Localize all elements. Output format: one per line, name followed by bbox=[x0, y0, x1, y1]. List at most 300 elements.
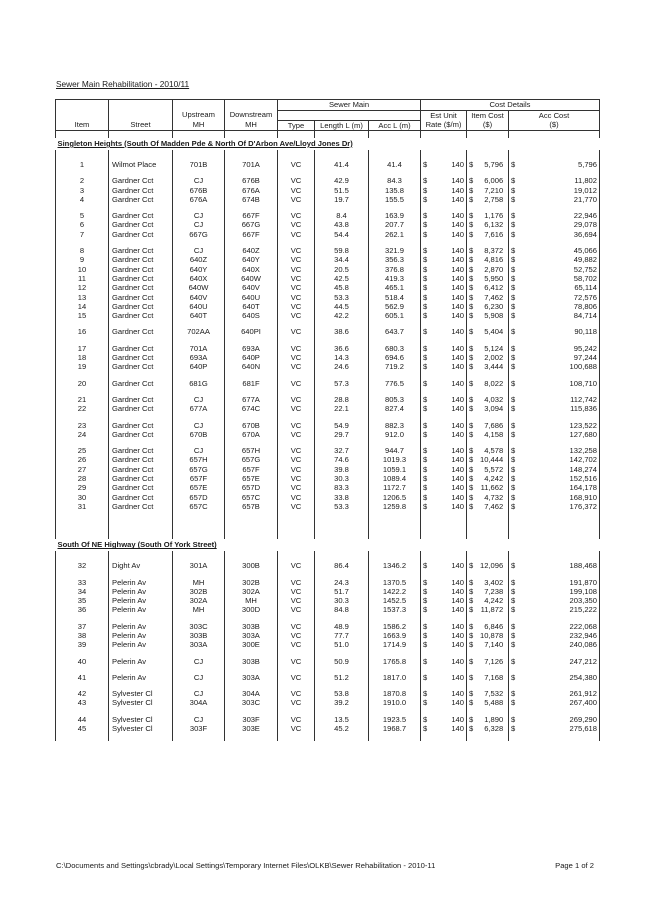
spacer-cell bbox=[278, 150, 315, 160]
money-value bbox=[511, 395, 597, 404]
currency-symbol: $ bbox=[511, 586, 516, 596]
cell-downstream-mh: 640W bbox=[225, 274, 278, 283]
table-row bbox=[56, 421, 600, 430]
cell-pipe-type: VC bbox=[278, 446, 315, 455]
cell-length: 53.3 bbox=[315, 502, 369, 511]
spacer-cell bbox=[173, 551, 225, 561]
cell-item-number: 23 bbox=[56, 421, 109, 430]
cell-length: 50.9 bbox=[315, 657, 369, 666]
money-value bbox=[511, 446, 597, 455]
money-value bbox=[511, 673, 597, 682]
money-value bbox=[469, 362, 506, 371]
currency-symbol: $ bbox=[423, 605, 428, 615]
spacer-cell bbox=[369, 525, 421, 539]
spacer-cell bbox=[509, 204, 600, 211]
currency-symbol: $ bbox=[469, 605, 474, 615]
table-row bbox=[56, 327, 600, 336]
money-value bbox=[511, 195, 597, 204]
amount: 5,796 bbox=[577, 160, 597, 169]
cell-unit-rate bbox=[421, 493, 467, 502]
cell-pipe-type: VC bbox=[278, 715, 315, 724]
amount: 6,328 bbox=[484, 724, 504, 734]
cell-street-name: Gardner Cct bbox=[109, 483, 173, 492]
cell-acc-length: 1923.5 bbox=[369, 715, 421, 724]
currency-symbol: $ bbox=[469, 455, 474, 465]
cell-item-number: 9 bbox=[56, 255, 109, 264]
spacer-cell bbox=[56, 708, 109, 715]
amount: 140 bbox=[451, 672, 464, 682]
spacer-cell bbox=[315, 372, 369, 379]
currency-symbol: $ bbox=[423, 483, 428, 493]
currency-symbol: $ bbox=[511, 378, 516, 388]
spacer-cell bbox=[225, 650, 278, 657]
cell-upstream-mh: 670B bbox=[173, 430, 225, 439]
spacer-cell bbox=[315, 204, 369, 211]
currency-symbol: $ bbox=[511, 301, 516, 311]
spacer-cell bbox=[509, 733, 600, 741]
amount: 4,032 bbox=[484, 394, 504, 404]
cell-acc-length: 912.0 bbox=[369, 430, 421, 439]
cell-length: 86.4 bbox=[315, 561, 369, 570]
money-value bbox=[423, 631, 464, 640]
cell-item-number: 13 bbox=[56, 293, 109, 302]
spacer-cell bbox=[56, 337, 109, 344]
cell-downstream-mh: 676B bbox=[225, 176, 278, 185]
money-value bbox=[469, 404, 506, 413]
cell-length: 22.1 bbox=[315, 404, 369, 413]
cell-upstream-mh: 302A bbox=[173, 596, 225, 605]
cell-acc-cost bbox=[509, 724, 600, 733]
table-row bbox=[56, 362, 600, 371]
cell-upstream-mh: 676B bbox=[173, 186, 225, 195]
spacer-cell bbox=[56, 733, 109, 741]
cell-length: 77.7 bbox=[315, 631, 369, 640]
cell-pipe-type: VC bbox=[278, 455, 315, 464]
spacer-cell bbox=[467, 169, 509, 176]
amount: 188,468 bbox=[569, 561, 597, 571]
money-value bbox=[511, 502, 597, 511]
spacer-cell bbox=[421, 525, 467, 539]
money-value bbox=[423, 283, 464, 292]
cell-unit-rate bbox=[421, 176, 467, 185]
amount: 29,078 bbox=[573, 220, 597, 230]
amount: 191,870 bbox=[569, 577, 597, 587]
currency-symbol: $ bbox=[423, 394, 428, 404]
amount: 2,758 bbox=[484, 194, 504, 204]
amount: 7,210 bbox=[484, 185, 504, 195]
amount: 140 bbox=[451, 698, 464, 708]
amount: 140 bbox=[451, 220, 464, 230]
cell-acc-length: 262.1 bbox=[369, 230, 421, 239]
money-value bbox=[511, 302, 597, 311]
cell-pipe-type: VC bbox=[278, 246, 315, 255]
cell-upstream-mh: 301A bbox=[173, 561, 225, 570]
table-row bbox=[56, 246, 600, 255]
cell-length: 51.5 bbox=[315, 186, 369, 195]
cell-length: 74.6 bbox=[315, 455, 369, 464]
currency-symbol: $ bbox=[469, 561, 474, 571]
table-row bbox=[56, 715, 600, 724]
amount: 5,572 bbox=[484, 464, 504, 474]
cell-length: 38.6 bbox=[315, 327, 369, 336]
cell-street-name: Gardner Cct bbox=[109, 220, 173, 229]
cell-acc-cost bbox=[509, 265, 600, 274]
cell-item-cost bbox=[467, 622, 509, 631]
cell-pipe-type: VC bbox=[278, 293, 315, 302]
currency-symbol: $ bbox=[511, 429, 516, 439]
spacer-cell bbox=[467, 708, 509, 715]
currency-symbol: $ bbox=[423, 501, 428, 511]
spacer-cell bbox=[421, 239, 467, 246]
currency-symbol: $ bbox=[469, 353, 474, 363]
amount: 140 bbox=[451, 724, 464, 734]
cell-street-name: Gardner Cct bbox=[109, 302, 173, 311]
cell-downstream-mh: 303B bbox=[225, 622, 278, 631]
cell-acc-length: 1714.9 bbox=[369, 640, 421, 649]
spacer-cell bbox=[225, 511, 278, 525]
cell-item-cost bbox=[467, 362, 509, 371]
currency-symbol: $ bbox=[511, 640, 516, 650]
spacer-cell bbox=[509, 239, 600, 246]
spacer-cell bbox=[56, 511, 109, 525]
currency-symbol: $ bbox=[511, 621, 516, 631]
cell-item-number: 36 bbox=[56, 605, 109, 614]
spacer-row bbox=[56, 372, 600, 379]
spacer-cell bbox=[467, 650, 509, 657]
cell-acc-cost bbox=[509, 502, 600, 511]
table-row bbox=[56, 176, 600, 185]
cell-downstream-mh: 300E bbox=[225, 640, 278, 649]
currency-symbol: $ bbox=[423, 429, 428, 439]
cell-upstream-mh: 681G bbox=[173, 379, 225, 388]
currency-symbol: $ bbox=[469, 327, 474, 337]
cell-acc-length: 1910.0 bbox=[369, 698, 421, 707]
spacer-cell bbox=[173, 388, 225, 395]
header-upstream-line1: Upstream bbox=[173, 110, 225, 120]
cell-upstream-mh: 657D bbox=[173, 493, 225, 502]
cell-item-number: 31 bbox=[56, 502, 109, 511]
spacer-cell bbox=[369, 320, 421, 327]
currency-symbol: $ bbox=[423, 176, 428, 186]
spacer-cell bbox=[278, 571, 315, 578]
cell-unit-rate bbox=[421, 246, 467, 255]
amount: 140 bbox=[451, 176, 464, 186]
spacer-cell bbox=[173, 169, 225, 176]
cell-length: 30.3 bbox=[315, 474, 369, 483]
amount: 140 bbox=[451, 229, 464, 239]
spacer-cell bbox=[421, 682, 467, 689]
amount: 112,742 bbox=[570, 394, 597, 404]
amount: 140 bbox=[451, 194, 464, 204]
table-row bbox=[56, 311, 600, 320]
money-value bbox=[511, 421, 597, 430]
spacer-cell bbox=[315, 388, 369, 395]
cell-length: 36.6 bbox=[315, 344, 369, 353]
cell-item-number: 45 bbox=[56, 724, 109, 733]
money-value bbox=[511, 327, 597, 336]
spacer-cell bbox=[173, 439, 225, 446]
cell-upstream-mh: CJ bbox=[173, 211, 225, 220]
cell-item-number: 6 bbox=[56, 220, 109, 229]
amount: 6,006 bbox=[484, 176, 504, 186]
spacer-cell bbox=[315, 615, 369, 622]
cell-item-cost bbox=[467, 689, 509, 698]
amount: 222,068 bbox=[569, 621, 597, 631]
spacer-row bbox=[56, 414, 600, 421]
amount: 140 bbox=[451, 404, 464, 414]
money-value bbox=[423, 502, 464, 511]
cell-acc-length: 694.6 bbox=[369, 353, 421, 362]
money-value bbox=[511, 578, 597, 587]
currency-symbol: $ bbox=[469, 656, 474, 666]
amount: 108,710 bbox=[569, 378, 597, 388]
currency-symbol: $ bbox=[423, 446, 428, 456]
cell-length: 45.2 bbox=[315, 724, 369, 733]
cell-pipe-type: VC bbox=[278, 689, 315, 698]
currency-symbol: $ bbox=[423, 640, 428, 650]
cell-length: 33.8 bbox=[315, 493, 369, 502]
cell-pipe-type: VC bbox=[278, 502, 315, 511]
spacer-cell bbox=[369, 150, 421, 160]
money-value bbox=[511, 160, 597, 169]
cell-upstream-mh: 640Z bbox=[173, 255, 225, 264]
cell-unit-rate bbox=[421, 673, 467, 682]
spacer-cell bbox=[509, 571, 600, 578]
money-value bbox=[423, 160, 464, 169]
money-value bbox=[469, 195, 506, 204]
money-value bbox=[469, 474, 506, 483]
cell-acc-cost bbox=[509, 379, 600, 388]
spacer-cell bbox=[467, 682, 509, 689]
amount: 140 bbox=[451, 283, 464, 293]
currency-symbol: $ bbox=[423, 362, 428, 372]
currency-symbol: $ bbox=[511, 596, 516, 606]
currency-symbol: $ bbox=[423, 283, 428, 293]
money-value bbox=[469, 483, 506, 492]
cell-upstream-mh: 640V bbox=[173, 293, 225, 302]
table-row bbox=[56, 283, 600, 292]
currency-symbol: $ bbox=[511, 464, 516, 474]
amount: 45,066 bbox=[573, 246, 597, 256]
cell-item-number: 43 bbox=[56, 698, 109, 707]
spacer-row bbox=[56, 650, 600, 657]
currency-symbol: $ bbox=[469, 577, 474, 587]
money-value bbox=[423, 186, 464, 195]
money-value bbox=[511, 587, 597, 596]
money-value bbox=[511, 176, 597, 185]
cell-item-cost bbox=[467, 195, 509, 204]
money-value bbox=[423, 311, 464, 320]
money-value bbox=[511, 689, 597, 698]
cell-item-number: 2 bbox=[56, 176, 109, 185]
spacer-cell bbox=[509, 337, 600, 344]
amount: 203,350 bbox=[569, 596, 597, 606]
cell-acc-cost bbox=[509, 493, 600, 502]
money-value bbox=[469, 446, 506, 455]
cell-pipe-type: VC bbox=[278, 493, 315, 502]
cell-downstream-mh: 657F bbox=[225, 465, 278, 474]
amount: 140 bbox=[451, 255, 464, 265]
table-header bbox=[56, 100, 600, 131]
currency-symbol: $ bbox=[511, 194, 516, 204]
cell-downstream-mh: 676A bbox=[225, 186, 278, 195]
amount: 140 bbox=[451, 211, 464, 221]
money-value bbox=[469, 421, 506, 430]
cell-item-cost bbox=[467, 186, 509, 195]
cell-item-number: 24 bbox=[56, 430, 109, 439]
currency-symbol: $ bbox=[511, 455, 516, 465]
cell-downstream-mh: 303B bbox=[225, 657, 278, 666]
cell-item-number: 37 bbox=[56, 622, 109, 631]
cell-downstream-mh: 640N bbox=[225, 362, 278, 371]
cell-item-cost bbox=[467, 311, 509, 320]
cell-acc-length: 135.8 bbox=[369, 186, 421, 195]
cell-unit-rate bbox=[421, 211, 467, 220]
amount: 140 bbox=[451, 621, 464, 631]
currency-symbol: $ bbox=[469, 343, 474, 353]
money-value bbox=[511, 640, 597, 649]
spacer-cell bbox=[109, 150, 173, 160]
cell-acc-cost bbox=[509, 211, 600, 220]
cell-upstream-mh: CJ bbox=[173, 246, 225, 255]
currency-symbol: $ bbox=[469, 672, 474, 682]
cell-pipe-type: VC bbox=[278, 724, 315, 733]
cell-unit-rate bbox=[421, 160, 467, 169]
cell-item-number: 33 bbox=[56, 578, 109, 587]
amount: 140 bbox=[451, 501, 464, 511]
money-value bbox=[469, 465, 506, 474]
cell-pipe-type: VC bbox=[278, 176, 315, 185]
cell-unit-rate bbox=[421, 311, 467, 320]
cell-pipe-type: VC bbox=[278, 220, 315, 229]
spacer-cell bbox=[225, 571, 278, 578]
amount: 7,126 bbox=[484, 656, 504, 666]
cell-item-number: 22 bbox=[56, 404, 109, 413]
cell-street-name: Pelerin Av bbox=[109, 605, 173, 614]
cell-acc-cost bbox=[509, 689, 600, 698]
cell-downstream-mh: 303E bbox=[225, 724, 278, 733]
spacer-cell bbox=[369, 131, 421, 139]
spacer-cell bbox=[109, 239, 173, 246]
table-row bbox=[56, 605, 600, 614]
spacer-cell bbox=[225, 414, 278, 421]
currency-symbol: $ bbox=[469, 429, 474, 439]
section-heading-row bbox=[56, 539, 600, 551]
currency-symbol: $ bbox=[511, 292, 516, 302]
cell-item-number: 1 bbox=[56, 160, 109, 169]
money-value bbox=[511, 220, 597, 229]
header-group-cost-details: Cost Details bbox=[421, 100, 600, 111]
cell-street-name: Gardner Cct bbox=[109, 327, 173, 336]
currency-symbol: $ bbox=[511, 283, 516, 293]
spacer-cell bbox=[421, 169, 467, 176]
money-value bbox=[469, 353, 506, 362]
money-value bbox=[469, 293, 506, 302]
cell-item-number: 30 bbox=[56, 493, 109, 502]
amount: 10,878 bbox=[480, 630, 504, 640]
cell-pipe-type: VC bbox=[278, 640, 315, 649]
money-value bbox=[469, 327, 506, 336]
spacer-cell bbox=[109, 169, 173, 176]
spacer-row bbox=[56, 551, 600, 561]
spacer-cell bbox=[509, 551, 600, 561]
spacer-cell bbox=[109, 131, 173, 139]
cell-acc-length: 805.3 bbox=[369, 395, 421, 404]
spacer-cell bbox=[315, 414, 369, 421]
spacer-cell bbox=[467, 666, 509, 673]
cell-upstream-mh: 657G bbox=[173, 465, 225, 474]
spacer-cell bbox=[421, 131, 467, 139]
money-value bbox=[423, 379, 464, 388]
header-acc-cost-line2: ($) bbox=[509, 120, 600, 131]
cell-downstream-mh: 667F bbox=[225, 211, 278, 220]
amount: 22,946 bbox=[573, 211, 597, 221]
cell-length: 51.2 bbox=[315, 673, 369, 682]
money-value bbox=[469, 176, 506, 185]
money-value bbox=[511, 293, 597, 302]
amount: 5,404 bbox=[484, 327, 504, 337]
cell-upstream-mh: 657C bbox=[173, 502, 225, 511]
table-row bbox=[56, 689, 600, 698]
cell-downstream-mh: 640V bbox=[225, 283, 278, 292]
cell-unit-rate bbox=[421, 230, 467, 239]
cell-length: 51.0 bbox=[315, 640, 369, 649]
currency-symbol: $ bbox=[469, 292, 474, 302]
amount: 232,946 bbox=[569, 630, 597, 640]
amount: 140 bbox=[451, 343, 464, 353]
money-value bbox=[469, 379, 506, 388]
spacer-cell bbox=[315, 666, 369, 673]
cell-acc-length: 882.3 bbox=[369, 421, 421, 430]
money-value bbox=[423, 640, 464, 649]
currency-symbol: $ bbox=[423, 561, 428, 571]
currency-symbol: $ bbox=[423, 301, 428, 311]
cell-acc-cost bbox=[509, 446, 600, 455]
money-value bbox=[423, 483, 464, 492]
currency-symbol: $ bbox=[469, 464, 474, 474]
spacer-cell bbox=[467, 439, 509, 446]
cell-street-name: Gardner Cct bbox=[109, 395, 173, 404]
table-body bbox=[56, 131, 600, 742]
spacer-cell bbox=[109, 414, 173, 421]
currency-symbol: $ bbox=[511, 394, 516, 404]
spacer-cell bbox=[225, 388, 278, 395]
amount: 140 bbox=[451, 301, 464, 311]
cell-item-cost bbox=[467, 327, 509, 336]
spacer-cell bbox=[369, 551, 421, 561]
table-row bbox=[56, 502, 600, 511]
spacer-cell bbox=[278, 239, 315, 246]
cell-item-cost bbox=[467, 631, 509, 640]
money-value bbox=[511, 186, 597, 195]
cell-acc-length: 207.7 bbox=[369, 220, 421, 229]
money-value bbox=[423, 344, 464, 353]
spacer-cell bbox=[225, 372, 278, 379]
cell-acc-length: 376.8 bbox=[369, 265, 421, 274]
spacer-row bbox=[56, 337, 600, 344]
header-downstream-line1: Downstream bbox=[225, 110, 278, 120]
table-row bbox=[56, 395, 600, 404]
cell-acc-length: 1817.0 bbox=[369, 673, 421, 682]
cell-unit-rate bbox=[421, 640, 467, 649]
spacer-cell bbox=[109, 551, 173, 561]
spacer-cell bbox=[315, 682, 369, 689]
cell-acc-cost bbox=[509, 186, 600, 195]
currency-symbol: $ bbox=[469, 698, 474, 708]
money-value bbox=[469, 311, 506, 320]
cell-item-cost bbox=[467, 230, 509, 239]
cell-street-name: Gardner Cct bbox=[109, 293, 173, 302]
